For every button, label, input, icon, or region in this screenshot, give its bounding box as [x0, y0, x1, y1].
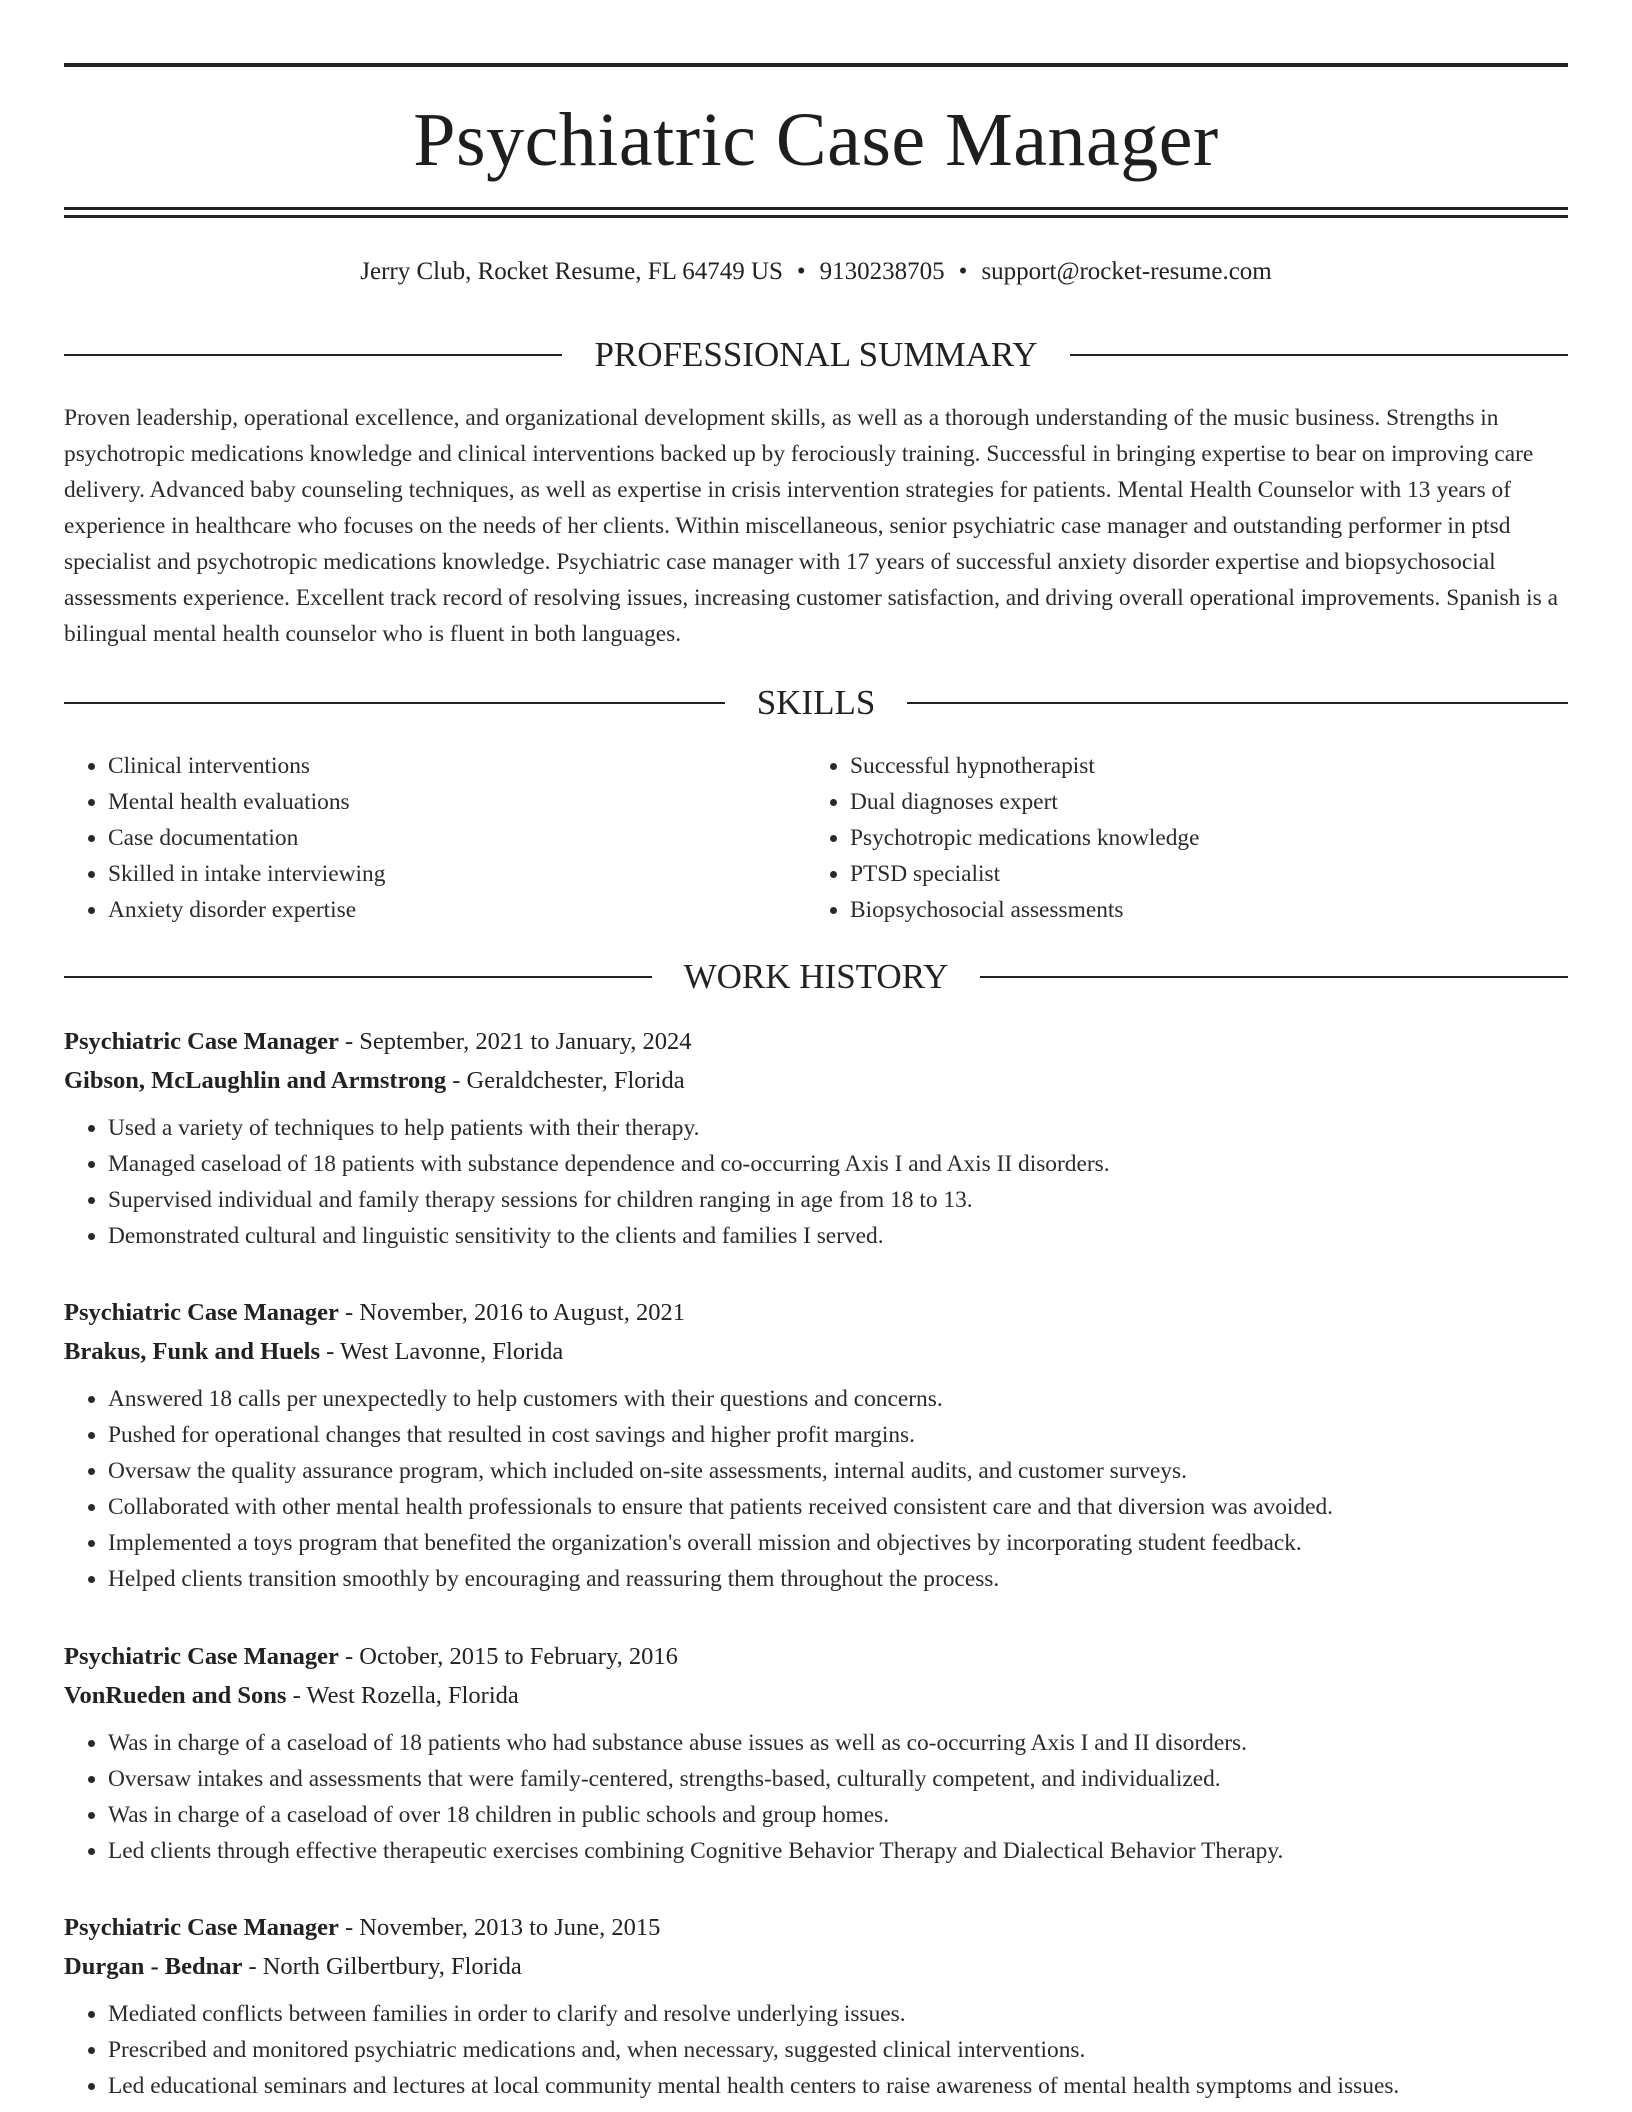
job-dates: - October, 2015 to February, 2016 [338, 1643, 678, 1670]
job-dates: - November, 2013 to June, 2015 [338, 1914, 661, 1941]
job-bullets [64, 1110, 1568, 1254]
job-location: - West Lavonne, Florida [320, 1338, 564, 1365]
heading-rule [907, 702, 1568, 704]
skill-item: • PTSD specialist [850, 856, 1548, 892]
job-bullet: • Answered 18 calls per unexpectedly to help customers with their questions and concerns. [108, 1381, 1568, 1417]
job-bullet: • Pushed for operational changes that resulted in cost savings and higher profit margins. [108, 1417, 1568, 1453]
job-company-line [64, 1332, 1568, 1371]
job-bullet: • Mediated conflicts between families in order to clarify and resolve underlying issues. [108, 1996, 1568, 2032]
job-bullet: • Managed caseload of 18 patients with substance dependence and co-occurring Axis I and Axis II disorders. [108, 1146, 1568, 1182]
job-bullet: • Implemented a toys program that benefited the organization's overall mission and objectives by incorporating student feedback. [108, 1525, 1568, 1561]
job-company: VonRueden and Sons [64, 1682, 287, 1709]
skills-heading [64, 681, 1568, 725]
skill-item: • Mental health evaluations [108, 784, 806, 820]
job-title: Psychiatric Case Manager [64, 1914, 339, 1941]
skill-item: • Anxiety disorder expertise [108, 892, 806, 928]
job-location: - North Gilbertbury, Florida [242, 1953, 522, 1980]
job-title: Psychiatric Case Manager [64, 1299, 339, 1326]
job-title-line [64, 1908, 1568, 1947]
job-bullet: • Prescribed and monitored psychiatric medications and, when necessary, suggested clinical interventions. [108, 2032, 1568, 2068]
job-location: - West Rozella, Florida [286, 1682, 519, 1709]
job-bullet: • Helped clients transition smoothly by encouraging and reassuring them throughout the process. [108, 1561, 1568, 1597]
job-bullet: • Supervised individual and family therapy sessions for children ranging in age from 18 to 13. [108, 1182, 1568, 1218]
work-heading [64, 955, 1568, 999]
job-title: Psychiatric Case Manager [64, 1028, 339, 1055]
contact-email: support@rocket-resume.com [981, 258, 1272, 285]
skill-item: • Dual diagnoses expert [850, 784, 1548, 820]
skill-item: • Biopsychosocial assessments [850, 892, 1548, 928]
job-bullet: • Led educational seminars and lectures at local community mental health centers to raise awareness of mental health symptoms and issues. [108, 2068, 1568, 2104]
skill-item: • Successful hypnotherapist [850, 748, 1548, 784]
job-bullets [64, 1996, 1568, 2104]
job-title-line [64, 1022, 1568, 1061]
job-bullets [64, 1725, 1568, 1869]
summary-text: Proven leadership, operational excellence, and organizational development skills, as well as a thorough understanding of the music business. Strengths in psychotropic medications knowledge and clinical interventions backed up by ferociously training. Successful in bringing expertise to bear on improving care delivery. Advanced baby counseling techniques, as well as expertise in crisis intervention strategies for patients. Mental Health Counselor with 13 years of experience in healthcare who focuses on the needs of her clients. Within miscellaneous, senior psychiatric case manager and outstanding performer in ptsd specialist and psychotropic medications knowledge. Psychiatric case manager with 17 years of successful anxiety disorder expertise and biopsychosocial assessments experience. Excellent track record of resolving issues, increasing customer satisfaction, and driving overall operational improvements. Spanish is a bilingual mental health counselor who is fluent in both languages. [64, 405, 1558, 647]
job-bullet: • Collaborated with other mental health professionals to ensure that patients received consistent care and that diversion was avoided. [108, 1489, 1568, 1525]
skill-item: • Case documentation [108, 820, 806, 856]
top-rule [64, 63, 1568, 67]
job-entry [64, 1293, 1568, 1597]
job-location: - Geraldchester, Florida [446, 1067, 685, 1094]
heading-rule [64, 702, 725, 704]
contact-separator: • [958, 258, 968, 285]
contact-address: Jerry Club, Rocket Resume, FL 64749 US [360, 258, 783, 285]
contact-line [64, 252, 1568, 292]
title-rule-lower [64, 215, 1568, 218]
contact-phone: 9130238705 [819, 258, 945, 285]
summary-heading [64, 333, 1568, 377]
skill-item: • Psychotropic medications knowledge [850, 820, 1548, 856]
skills-heading-label: SKILLS [756, 683, 876, 722]
job-bullets [64, 1381, 1568, 1597]
job-title: Psychiatric Case Manager [64, 1643, 339, 1670]
job-bullet: • Demonstrated cultural and linguistic sensitivity to the clients and families I served. [108, 1218, 1568, 1254]
job-company-line [64, 1676, 1568, 1715]
heading-rule [1070, 354, 1568, 356]
skills-column-left [64, 748, 806, 928]
job-entry [64, 1022, 1568, 1254]
job-title-line [64, 1293, 1568, 1332]
job-bullet: • Led clients through effective therapeutic exercises combining Cognitive Behavior Therapy and Dialectical Behavior Therapy. [108, 1833, 1568, 1869]
job-company: Brakus, Funk and Huels [64, 1338, 320, 1365]
summary-heading-label: PROFESSIONAL SUMMARY [594, 335, 1038, 374]
job-entry [64, 1908, 1568, 2104]
page-title: Psychiatric Case Manager [413, 98, 1219, 182]
skills-list [64, 748, 1568, 928]
job-company-line [64, 1947, 1568, 1986]
job-dates: - November, 2016 to August, 2021 [338, 1299, 685, 1326]
job-bullet: • Was in charge of a caseload of 18 patients who had substance abuse issues as well as co-occurring Axis I and II disorders. [108, 1725, 1568, 1761]
job-bullet: • Oversaw intakes and assessments that were family-centered, strengths-based, culturally competent, and individualized. [108, 1761, 1568, 1797]
job-bullet: • Was in charge of a caseload of over 18 children in public schools and group homes. [108, 1797, 1568, 1833]
job-company: Durgan - Bednar [64, 1953, 243, 1980]
skill-item: • Clinical interventions [108, 748, 806, 784]
contact-separator: • [796, 258, 806, 285]
job-bullet: • Used a variety of techniques to help patients with their therapy. [108, 1110, 1568, 1146]
work-heading-label: WORK HISTORY [683, 957, 949, 996]
skills-column-right [806, 748, 1548, 928]
job-title-line [64, 1637, 1568, 1676]
title-rule-upper [64, 207, 1568, 210]
heading-rule [64, 354, 562, 356]
job-company: Gibson, McLaughlin and Armstrong [64, 1067, 447, 1094]
job-dates: - September, 2021 to January, 2024 [338, 1028, 692, 1055]
skill-item: • Skilled in intake interviewing [108, 856, 806, 892]
job-bullet: • Oversaw the quality assurance program, which included on-site assessments, internal audits, and customer surveys. [108, 1453, 1568, 1489]
job-company-line [64, 1061, 1568, 1100]
heading-rule [64, 976, 652, 978]
heading-rule [980, 976, 1568, 978]
job-entry [64, 1637, 1568, 1869]
